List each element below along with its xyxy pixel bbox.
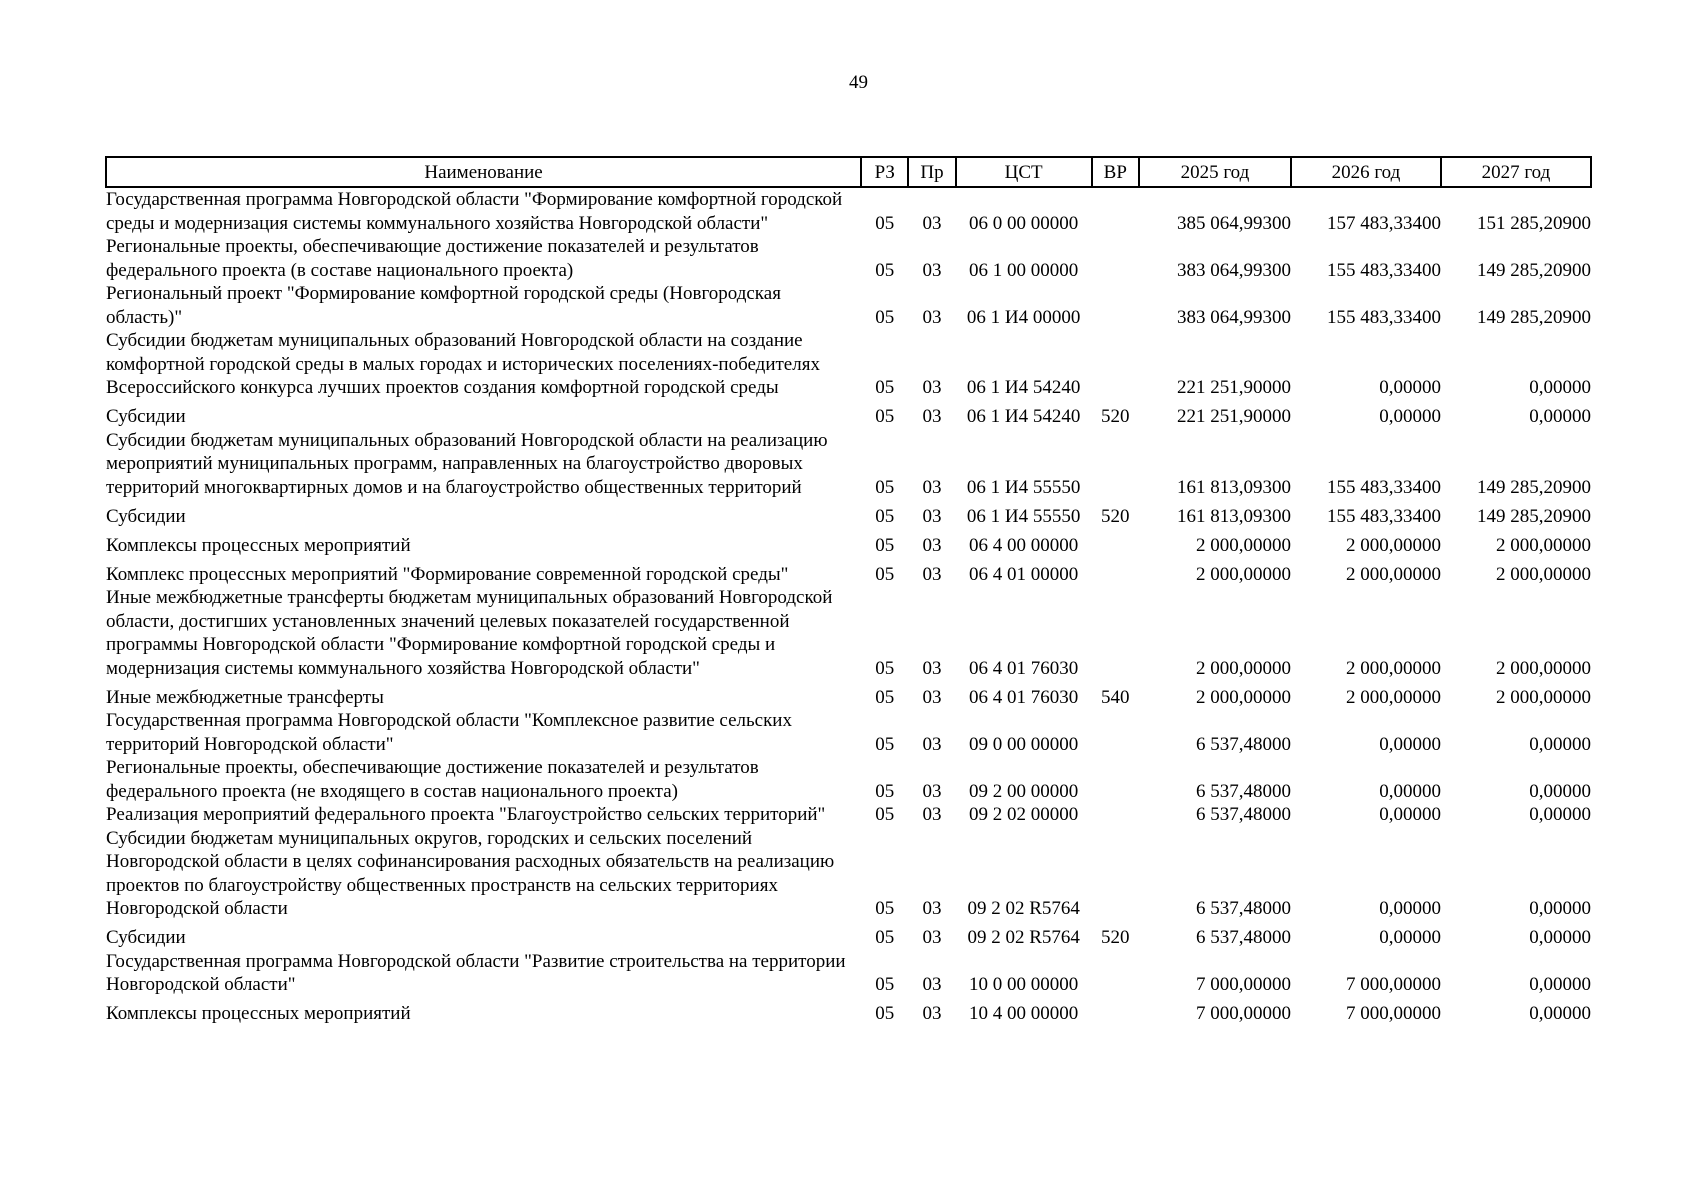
row-2025: 6 537,48000 <box>1195 898 1291 919</box>
row-pr: 03 <box>922 927 942 948</box>
row-name: Реализация мероприятий федерального проекта "Благоустройство сельских территорий" <box>106 804 826 825</box>
row-rz: 05 <box>875 563 895 585</box>
row-vr <box>1092 709 1139 756</box>
row-2027: 149 285,20900 <box>1477 259 1591 281</box>
budget-table <box>105 156 1592 1026</box>
row-cst: 06 4 01 76030 <box>969 686 1079 708</box>
row-pr: 03 <box>922 804 942 825</box>
row-name: Иные межбюджетные трансферты <box>106 686 384 708</box>
row-vr: 540 <box>1101 686 1130 708</box>
row-2026: 7 000,00000 <box>1345 974 1441 995</box>
row-cst: 06 1 И4 55550 <box>966 476 1081 498</box>
row-cst: 06 1 И4 54240 <box>966 406 1081 427</box>
column-header-name: Наименование <box>106 157 861 187</box>
row-name: Региональный проект "Формирование комфортной городской среды (Новгородская область)" <box>106 283 781 328</box>
column-header-2025: 2025 год <box>1139 157 1291 187</box>
row-2025: 2 000,00000 <box>1195 534 1291 556</box>
row-2025: 6 537,48000 <box>1195 804 1291 825</box>
column-header-2026: 2026 год <box>1291 157 1441 187</box>
table-header-row <box>106 157 1591 187</box>
page-number: 49 <box>849 72 868 93</box>
row-name: Государственная программа Новгородской области "Комплексное развитие сельских территорий Новгородской области" <box>106 710 792 755</box>
row-name: Субсидии <box>106 406 186 427</box>
row-2027: 0,00000 <box>1529 927 1591 948</box>
table-row <box>106 400 1591 429</box>
row-vr <box>1092 557 1139 586</box>
row-cst: 09 2 00 00000 <box>969 780 1079 802</box>
row-cst: 10 4 00 00000 <box>969 1003 1079 1024</box>
row-cst: 06 4 01 76030 <box>969 657 1079 679</box>
row-name: Комплексы процессных мероприятий <box>106 1003 411 1024</box>
row-vr: 520 <box>1101 927 1130 948</box>
row-name: Государственная программа Новгородской области "Развитие строительства на территории Новгородской области" <box>106 950 846 995</box>
row-pr: 03 <box>922 686 942 708</box>
row-2026: 0,00000 <box>1379 377 1441 398</box>
table-row <box>106 997 1591 1026</box>
row-cst: 06 1 И4 00000 <box>966 306 1081 328</box>
row-pr: 03 <box>922 657 942 679</box>
row-2027: 0,00000 <box>1529 733 1591 755</box>
row-name: Региональные проекты, обеспечивающие достижение показателей и результатов федерального проекта (не входящего в состав национального проекта) <box>106 757 759 802</box>
table-row <box>106 528 1591 557</box>
table-row <box>106 803 1591 827</box>
row-vr <box>1092 235 1139 282</box>
row-pr: 03 <box>922 212 942 234</box>
row-cst: 06 1 00 00000 <box>969 259 1079 281</box>
row-rz: 05 <box>875 212 895 234</box>
table-row <box>106 557 1591 586</box>
row-name: Субсидии бюджетам муниципальных образований Новгородской области на реализацию мероприятий муниципальных программ, направленных на благоустройство дворовых территорий многоквартирных домов и на благоустройство общественных территорий <box>106 429 828 498</box>
row-rz: 05 <box>875 476 895 498</box>
table-row <box>106 235 1591 282</box>
row-2027: 0,00000 <box>1529 974 1591 995</box>
row-rz: 05 <box>875 927 895 948</box>
table-row <box>106 827 1591 921</box>
table-row <box>106 282 1591 329</box>
row-2025: 2 000,00000 <box>1195 686 1291 708</box>
row-rz: 05 <box>875 780 895 802</box>
row-2026: 0,00000 <box>1379 780 1441 802</box>
row-2027: 2 000,00000 <box>1496 657 1591 679</box>
table-row <box>106 187 1591 235</box>
row-vr <box>1092 586 1139 680</box>
row-2026: 7 000,00000 <box>1345 1003 1441 1024</box>
row-vr <box>1092 756 1139 803</box>
row-2026: 155 483,33400 <box>1326 306 1441 328</box>
row-2025: 385 064,99300 <box>1176 212 1291 234</box>
row-2026: 155 483,33400 <box>1326 476 1441 498</box>
row-vr <box>1092 803 1139 827</box>
row-2025: 221 251,90000 <box>1176 377 1291 398</box>
row-rz: 05 <box>875 377 895 398</box>
table-row <box>106 680 1591 709</box>
row-2027: 0,00000 <box>1529 898 1591 919</box>
table-row <box>106 329 1591 400</box>
row-pr: 03 <box>922 898 942 919</box>
row-2025: 7 000,00000 <box>1195 1003 1291 1024</box>
row-2026: 2 000,00000 <box>1345 686 1441 708</box>
row-2026: 0,00000 <box>1379 406 1441 427</box>
row-2027: 2 000,00000 <box>1496 563 1591 585</box>
row-2027: 0,00000 <box>1529 377 1591 398</box>
row-rz: 05 <box>875 505 895 527</box>
row-vr <box>1092 187 1139 235</box>
row-2025: 2 000,00000 <box>1195 563 1291 585</box>
column-header-vr: ВР <box>1092 157 1139 187</box>
row-2025: 6 537,48000 <box>1195 927 1291 948</box>
row-name: Субсидии бюджетам муниципальных образований Новгородской области на создание комфортной городской среды в малых городах и исторических поселениях-победителях Всероссийского конкурса лучших проектов создания комфортной городской среды <box>106 330 820 398</box>
row-2027: 0,00000 <box>1529 804 1591 825</box>
row-name: Субсидии <box>106 505 186 527</box>
row-pr: 03 <box>922 563 942 585</box>
row-2027: 149 285,20900 <box>1477 476 1591 498</box>
row-2025: 7 000,00000 <box>1195 974 1291 995</box>
row-name: Субсидии бюджетам муниципальных округов, городских и сельских поселений Новгородской области в целях софинансирования расходных обязательств на реализацию проектов по благоустройству общественных пространств на сельских территориях Новгородской области <box>106 827 835 919</box>
row-rz: 05 <box>875 1003 895 1024</box>
row-pr: 03 <box>922 476 942 498</box>
row-2026: 2 000,00000 <box>1345 563 1441 585</box>
row-vr: 520 <box>1101 505 1130 527</box>
table-row <box>106 586 1591 680</box>
column-header-rz: РЗ <box>861 157 908 187</box>
row-vr <box>1092 329 1139 400</box>
row-name: Государственная программа Новгородской области "Формирование комфортной городской среды и модернизация системы коммунального хозяйства Новгородской области" <box>106 189 843 234</box>
row-cst: 10 0 00 00000 <box>969 974 1079 995</box>
row-2026: 0,00000 <box>1379 927 1441 948</box>
table-row <box>106 950 1591 997</box>
table-row <box>106 756 1591 803</box>
row-cst: 06 4 00 00000 <box>969 534 1079 556</box>
row-rz: 05 <box>875 898 895 919</box>
row-cst: 06 0 00 00000 <box>969 212 1079 234</box>
row-cst: 09 2 02 00000 <box>969 804 1079 825</box>
row-2026: 155 483,33400 <box>1326 505 1441 527</box>
row-pr: 03 <box>922 534 942 556</box>
row-name: Комплекс процессных мероприятий "Формирование современной городской среды" <box>106 563 789 585</box>
row-rz: 05 <box>875 306 895 328</box>
row-rz: 05 <box>875 804 895 825</box>
row-2026: 0,00000 <box>1379 804 1441 825</box>
row-2027: 0,00000 <box>1529 406 1591 427</box>
column-header-pr: Пр <box>908 157 955 187</box>
row-name: Иные межбюджетные трансферты бюджетам муниципальных образований Новгородской области, достигших установленных значений целевых показателей государственной программы Новгородской области "Формирование комфортной городской среды и модернизация системы коммунального хозяйства Новгородской области" <box>106 587 833 679</box>
row-vr: 520 <box>1101 406 1130 427</box>
row-pr: 03 <box>922 259 942 281</box>
row-name: Региональные проекты, обеспечивающие достижение показателей и результатов федерального проекта (в составе национального проекта) <box>106 236 759 281</box>
row-cst: 06 1 И4 54240 <box>966 377 1081 398</box>
row-vr <box>1092 429 1139 500</box>
row-rz: 05 <box>875 657 895 679</box>
row-2026: 155 483,33400 <box>1326 259 1441 281</box>
row-name: Субсидии <box>106 927 186 948</box>
row-2027: 2 000,00000 <box>1496 534 1591 556</box>
column-header-2027: 2027 год <box>1441 157 1591 187</box>
row-2025: 221 251,90000 <box>1176 406 1291 427</box>
row-2026: 0,00000 <box>1379 733 1441 755</box>
row-rz: 05 <box>875 686 895 708</box>
row-2026: 2 000,00000 <box>1345 534 1441 556</box>
table-row <box>106 709 1591 756</box>
row-rz: 05 <box>875 534 895 556</box>
row-cst: 09 2 02 R5764 <box>967 898 1080 919</box>
table-row <box>106 499 1591 528</box>
row-rz: 05 <box>875 974 895 995</box>
row-2025: 2 000,00000 <box>1195 657 1291 679</box>
row-pr: 03 <box>922 1003 942 1024</box>
row-vr <box>1092 528 1139 557</box>
row-2025: 383 064,99300 <box>1176 306 1291 328</box>
row-pr: 03 <box>922 406 942 427</box>
row-2027: 2 000,00000 <box>1496 686 1591 708</box>
row-2027: 151 285,20900 <box>1477 212 1591 234</box>
row-2027: 149 285,20900 <box>1477 505 1591 527</box>
row-2025: 383 064,99300 <box>1176 259 1291 281</box>
row-2026: 2 000,00000 <box>1345 657 1441 679</box>
row-2027: 149 285,20900 <box>1477 306 1591 328</box>
row-pr: 03 <box>922 733 942 755</box>
table-row <box>106 921 1591 950</box>
row-vr <box>1092 950 1139 997</box>
row-pr: 03 <box>922 974 942 995</box>
row-2027: 0,00000 <box>1529 1003 1591 1024</box>
row-2025: 6 537,48000 <box>1195 733 1291 755</box>
row-rz: 05 <box>875 733 895 755</box>
row-vr <box>1092 997 1139 1026</box>
row-cst: 09 0 00 00000 <box>969 733 1079 755</box>
row-pr: 03 <box>922 306 942 328</box>
row-pr: 03 <box>922 505 942 527</box>
table-row <box>106 429 1591 500</box>
column-header-cst: ЦСТ <box>956 157 1092 187</box>
row-vr <box>1092 827 1139 921</box>
row-2026: 0,00000 <box>1379 898 1441 919</box>
row-cst: 06 4 01 00000 <box>969 563 1079 585</box>
row-rz: 05 <box>875 259 895 281</box>
row-rz: 05 <box>875 406 895 427</box>
row-cst: 09 2 02 R5764 <box>967 927 1080 948</box>
row-2025: 6 537,48000 <box>1195 780 1291 802</box>
row-2026: 157 483,33400 <box>1326 212 1441 234</box>
row-pr: 03 <box>922 377 942 398</box>
row-2025: 161 813,09300 <box>1176 505 1291 527</box>
row-cst: 06 1 И4 55550 <box>966 505 1081 527</box>
row-vr <box>1092 282 1139 329</box>
row-2025: 161 813,09300 <box>1176 476 1291 498</box>
row-name: Комплексы процессных мероприятий <box>106 534 411 556</box>
row-pr: 03 <box>922 780 942 802</box>
row-2027: 0,00000 <box>1529 780 1591 802</box>
